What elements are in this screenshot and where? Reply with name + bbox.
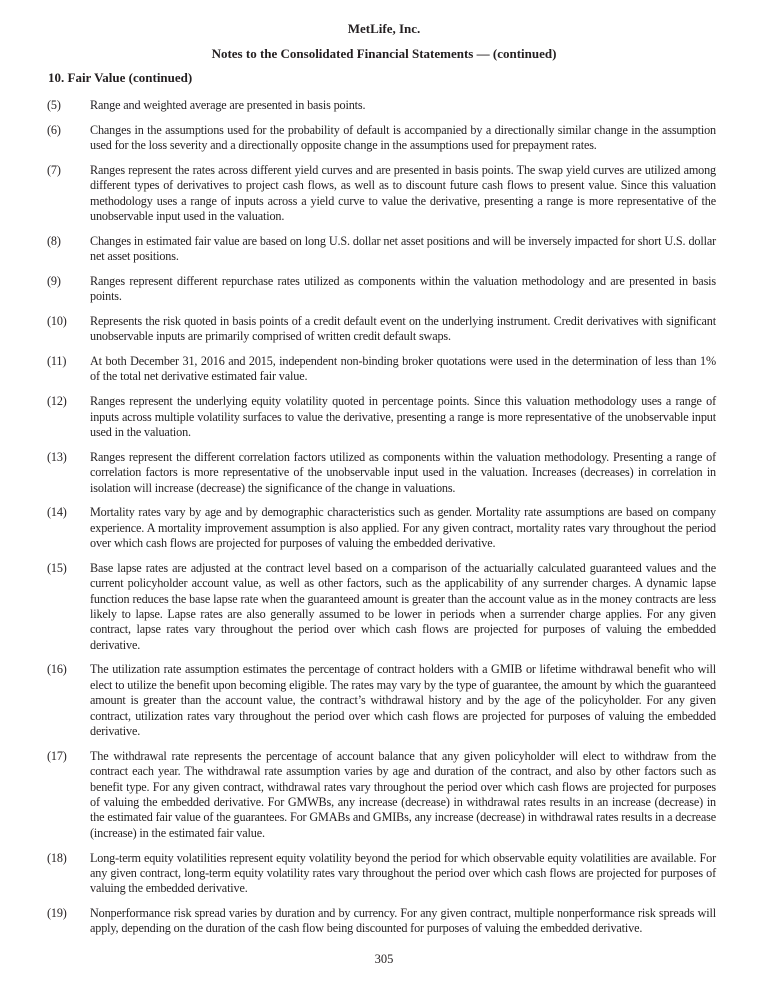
- section-title: 10. Fair Value (continued): [48, 70, 193, 85]
- footnote: [47, 505, 716, 551]
- footnote-text: The utilization rate assumption estimates the percentage of contract holders with a GMIB or lifetime withdrawal benefit who will elect to utilize the benefit upon becoming eligible. The rates may vary by the type of guarantee, the amount by which the guaranteed amount is greater than the account value, the contract’s withdrawal history and by the age of the policyholder. For any given contract, utilization rates vary throughout the period over which cash flows are projected for purposes of valuing the embedded derivative.: [90, 662, 716, 739]
- footnote: [47, 662, 716, 739]
- document-subtitle: Notes to the Consolidated Financial Statements — (continued): [211, 46, 557, 61]
- footnote: [47, 851, 716, 897]
- footnote-number: (12): [47, 394, 67, 409]
- footnote-text: Ranges represent different repurchase rates utilized as components within the valuation methodology and are presented in basis points.: [90, 273, 716, 304]
- footnote-number: (17): [47, 748, 67, 763]
- footnote: [47, 163, 716, 225]
- footnote-text: Changes in estimated fair value are based on long U.S. dollar net asset positions and will be inversely impacted for short U.S. dollar net asset positions.: [90, 233, 716, 264]
- footnote-text: At both December 31, 2016 and 2015, independent non-binding broker quotations were used in the determination of less than 1% of the total net derivative estimated fair value.: [90, 354, 716, 384]
- footnote-number: (13): [47, 449, 67, 464]
- footnote: [47, 274, 716, 305]
- footnote-text: Ranges represent the underlying equity volatility quoted in percentage points. Since this valuation methodology uses a range of inputs across multiple volatility surfaces to value the derivative, presenting a range is more representative of the unobservable input used in the valuation.: [90, 394, 716, 439]
- footnote: [47, 354, 716, 385]
- footnote-number: (14): [47, 505, 67, 520]
- footnote-text: The withdrawal rate represents the percentage of account balance that any given policyholder will elect to withdraw from the contract each year. The withdrawal rate assumption varies by age and duration of the contract, and also by other factors such as benefit type. For any given contract, withdrawal rates vary throughout the period over which cash flows are projected for purposes of valuing the embedded derivative. For GMWBs, any increase (decrease) in withdrawal rates results in an increase (decrease) in the estimated fair value of the guarantees. For GMABs and GMIBs, any increase (decrease) in withdrawal rates results in a decrease (increase) in the estimated fair value.: [90, 748, 716, 840]
- footnote: [47, 123, 716, 154]
- footnote-number: (18): [47, 850, 67, 865]
- footnote-number: (16): [47, 662, 67, 677]
- footnote-text: Base lapse rates are adjusted at the contract level based on a comparison of the actuarially calculated guaranteed values and the current policyholder account value, as well as other factors, such as the applicability of any surrender charges. A dynamic lapse function reduces the base lapse rate when the guaranteed amount is greater than the account value as in the money contracts are less likely to lapse. Lapse rates are also generally assumed to be lower in periods when a surrender charge applies. For any given contract, lapse rates vary throughout the period over which cash flows are projected for purposes of valuing the embedded derivative.: [90, 560, 716, 652]
- footnote: [47, 394, 716, 440]
- footnote-number: (10): [47, 313, 67, 328]
- footnote-number: (6): [47, 122, 61, 137]
- footnote-text: Changes in the assumptions used for the probability of default is accompanied by a directionally similar change in the assumption used for the loss severity and a directionally opposite change in the assumptions used for prepayment rates.: [90, 122, 716, 153]
- footnote: [47, 98, 716, 113]
- footnote: [47, 749, 716, 841]
- footnote-text: Ranges represent the rates across different yield curves and are presented in basis points. The swap yield curves are utilized among different types of derivatives to project cash flows, as well as to discount future cash flows to present value. Since this valuation methodology uses a range of inputs across a yield curve to value the derivative, presenting a range is more representative of the unobservable input used in the valuation.: [90, 162, 716, 224]
- footnote-list: [47, 98, 716, 946]
- footnote-text: Mortality rates vary by age and by demographic characteristics such as gender. Mortality rate assumptions are based on company experience. A mortality improvement assumption is also applied. For any given contract, mortality rates vary throughout the period over which cash flows are projected for purposes of valuing the embedded derivative.: [90, 505, 716, 551]
- footnote-number: (8): [47, 233, 61, 248]
- company-name: MetLife, Inc.: [347, 21, 421, 36]
- footnote: [47, 450, 716, 496]
- footnote-number: (9): [47, 273, 61, 288]
- footnote-number: (7): [47, 162, 61, 177]
- footnote-text: Range and weighted average are presented in basis points.: [90, 98, 366, 112]
- footnote-number: (5): [47, 98, 61, 112]
- footnote-number: (19): [47, 906, 67, 921]
- footnote-text: Represents the risk quoted in basis points of a credit default event on the underlying instrument. Credit derivatives with significant unobservable inputs are primarily comprised of written credit default swaps.: [90, 313, 716, 344]
- footnote-number: (11): [47, 354, 67, 369]
- footnote-text: Nonperformance risk spread varies by duration and by currency. For any given contract, multiple nonperformance risk spreads will apply, depending on the duration of the cash flow being discounted for purposes of valuing the embedded derivative.: [90, 906, 716, 936]
- footnote-number: (15): [47, 560, 67, 575]
- footnote: [47, 234, 716, 265]
- footnote: [47, 561, 716, 653]
- footnote-text: Long-term equity volatilities represent equity volatility beyond the period for which observable equity volatilities are available. For any given contract, long-term equity volatility rates vary throughout the period over which cash flows are projected for purposes of valuing the embedded derivative.: [90, 850, 716, 896]
- footnote-text: Ranges represent the different correlation factors utilized as components within the valuation methodology. Presenting a range of correlation factors is more representative of the unobservable input used in the valuation. Increases (decreases) in correlation in isolation will increase (decrease) the significance of the change in valuations.: [90, 449, 716, 495]
- footnote: [47, 906, 716, 937]
- footnote: [47, 314, 716, 345]
- page-number: 305: [374, 952, 394, 966]
